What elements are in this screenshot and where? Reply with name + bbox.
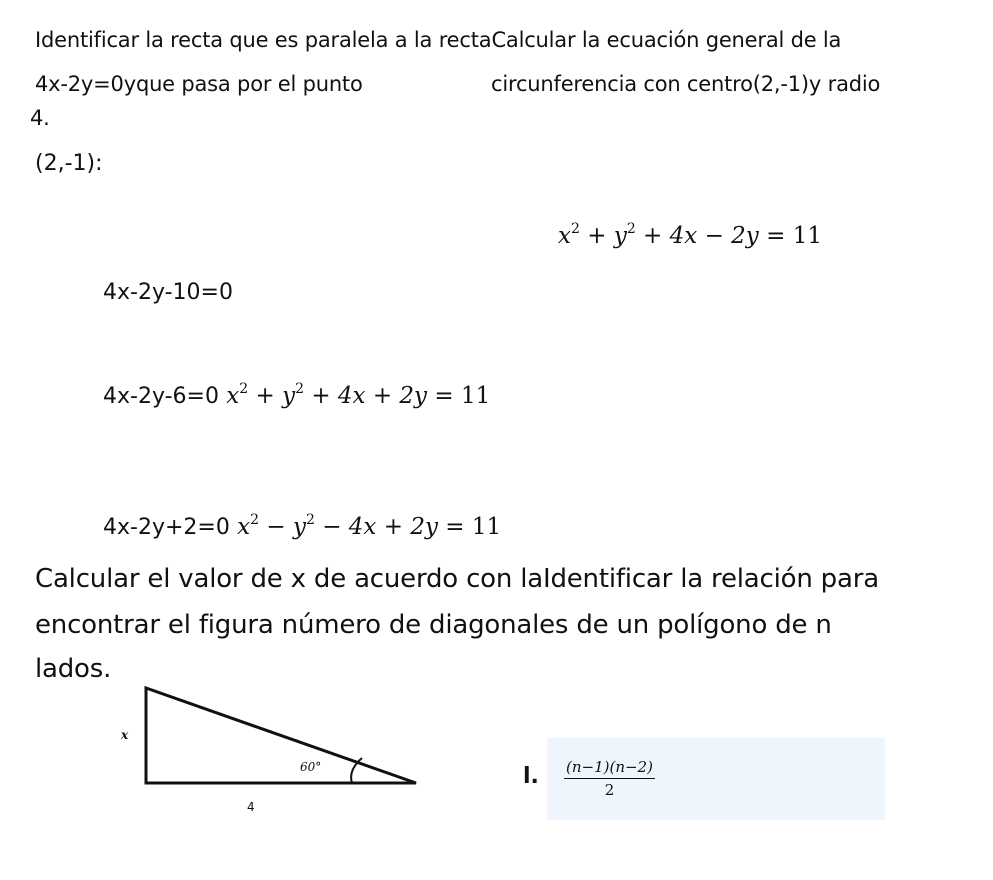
q1-text-line2: 4x-2y=0yque pasa por el punto (35, 72, 363, 96)
q2-option-1: $x^2 + y^2 + 4x - 2y = 11$ (558, 221, 822, 249)
q4-text-line3: lados. (35, 654, 112, 684)
triangle-angle-label: 60° (300, 760, 322, 774)
q1-point: (2,-1): (35, 151, 103, 176)
q3-text-line1: Calcular el valor de x de acuerdo con la (35, 564, 543, 594)
q1-option-2: 4x-2y-6=0 (103, 384, 219, 409)
q4-text-line1: Identificar la relación para (542, 564, 879, 594)
fraction-denominator: 2 (604, 781, 615, 799)
answer-marker: l. (523, 764, 539, 789)
q2-text-line1: Calcular la ecuación general de la (491, 28, 842, 52)
fraction-numerator: (n−1)(n−2) (564, 758, 655, 779)
q1-option-1: 4x-2y-10=0 (103, 280, 233, 305)
q2-text-line2: circunferencia con centro(2,-1)y radio (491, 72, 881, 96)
q2-option-3: $x^2 - y^2 - 4x + 2y = 11$ (237, 512, 502, 540)
triangle-side-label: x (121, 728, 129, 742)
q2-option-2: $x^2 + y^2 + 4x + 2y = 11$ (226, 381, 491, 409)
q1-option-3: 4x-2y+2=0 (103, 515, 230, 540)
q4-text-part1: encontrar el (35, 610, 199, 640)
q1-text-line1: Identificar la recta que es paralela a la recta (35, 28, 492, 52)
q3-text-line2: figura (198, 610, 274, 640)
triangle-shape (146, 688, 416, 783)
answer-fraction (564, 758, 655, 799)
q2-text-line3: 4. (30, 106, 50, 130)
q4-text-part2: número de diagonales de un polígono de n (273, 610, 832, 640)
triangle-base-label: 4 (247, 800, 255, 814)
